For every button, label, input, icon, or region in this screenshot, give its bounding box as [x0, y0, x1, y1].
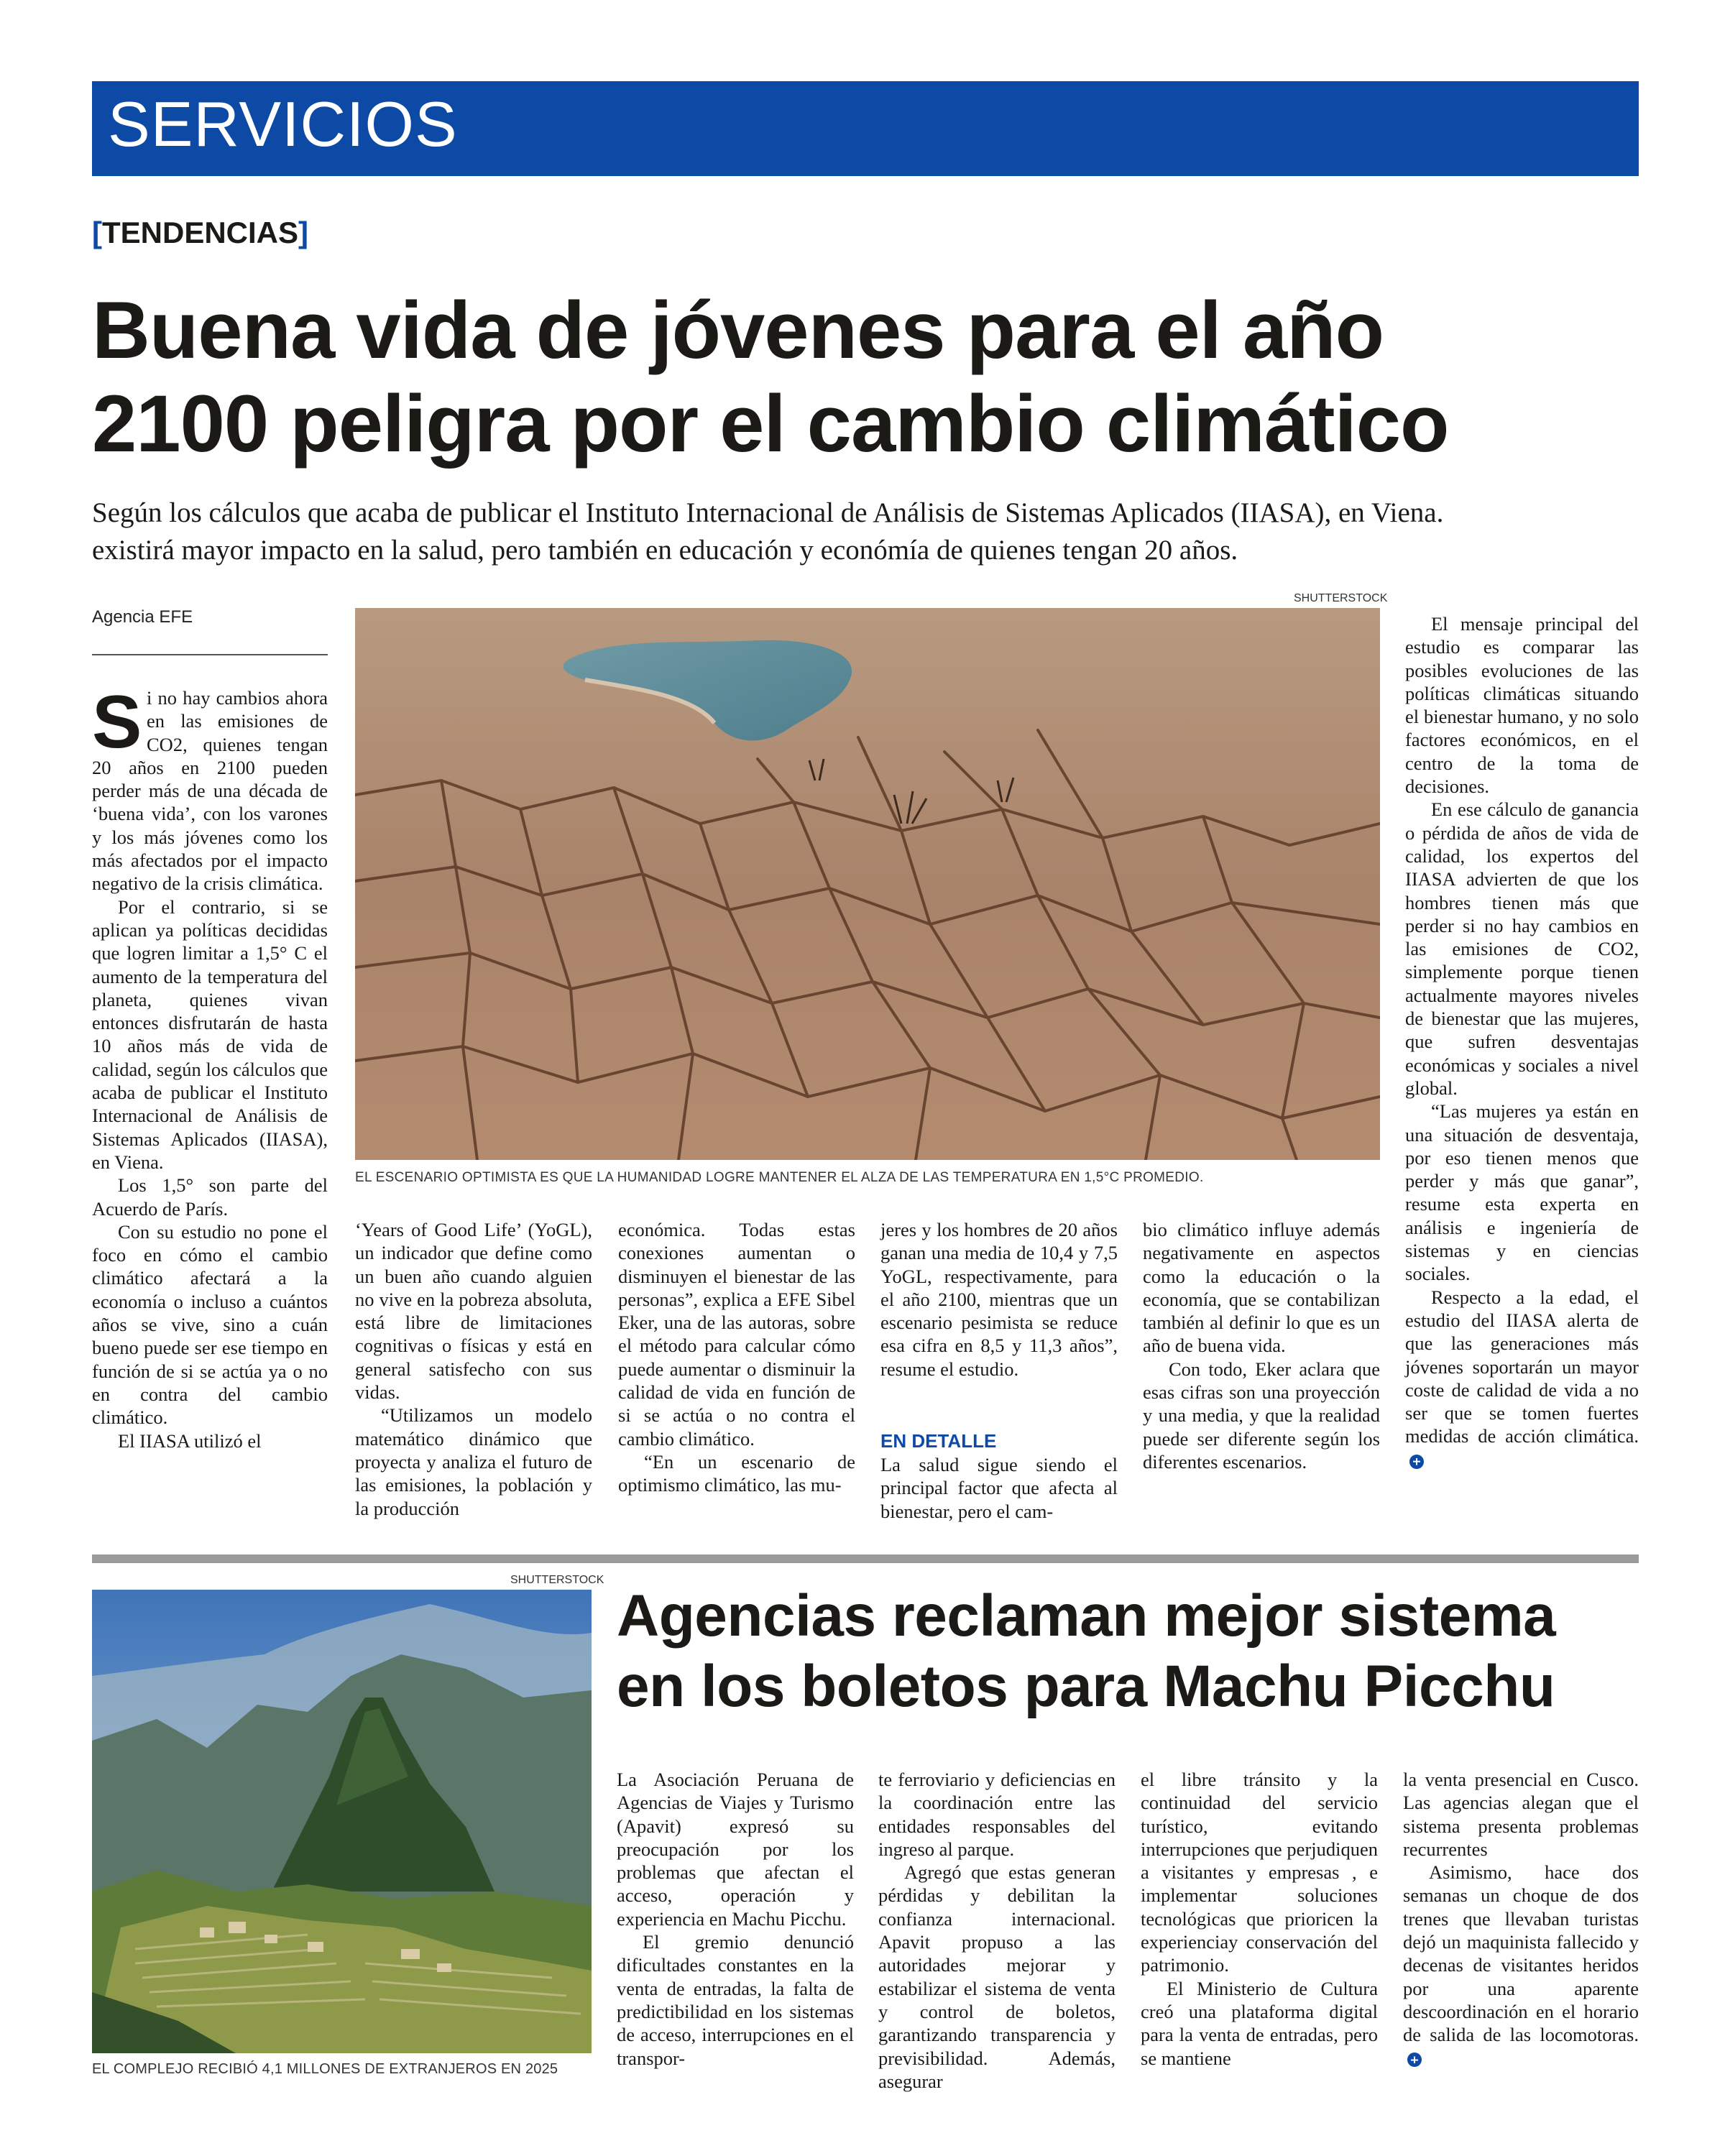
machu-picchu-illustration	[92, 1590, 592, 2053]
paragraph: “Las mujeres ya están en una situación de desventaja, por eso tienen menos que perder y más que ganar”, resume esta experta en análisis e ingeniería de sistemas y en ciencias sociales.	[1405, 1100, 1639, 1285]
paragraph-text: Asimismo, hace dos semanas un choque de dos trenes que llevaban turistas dejó un maquinista fallecido y decenas de visitantes heridos por una aparente descoordinación en el horario de salida de las locomotoras.	[1403, 1861, 1639, 2046]
machu-picchu-photo	[92, 1590, 592, 2053]
drought-photo	[355, 608, 1380, 1160]
paragraph: Los 1,5° son parte del Acuerdo de París.	[92, 1174, 328, 1220]
paragraph: El gremio denunció dificultades constantes en la venta de entradas, la falta de predictibilidad en los sistemas de acceso, interrupciones en el transpor-	[617, 1931, 854, 2069]
paragraph	[1403, 1861, 1639, 2070]
article2-headline-line1: Agencias reclaman mejor sistema	[617, 1583, 1556, 1649]
paragraph: El Ministerio de Cultura creó una plataforma digital para la venta de entradas, pero se mantiene	[1141, 1977, 1378, 2069]
article2-col3	[1141, 1768, 1378, 2070]
paragraph: El mensaje principal del estudio es comparar las posibles evoluciones de las políticas climáticas situando el bienestar humano, y no solo factores económicos, en el centro de la toma de decisiones.	[1405, 613, 1639, 798]
kicker-bracket-open: [	[92, 216, 102, 249]
article2-headline-line2: en los boletos para Machu Picchu	[617, 1654, 1555, 1719]
kicker-label: TENDENCIAS	[102, 216, 299, 249]
byline-rule	[92, 654, 328, 655]
paragraph: Con su estudio no pone el foco en cómo el cambio climático afectará a la economía o incluso a cuántos años se vive, sino a cuán bueno puede ser ese tiempo en función de si se actúa ya o no en contra del cambio climático.	[92, 1220, 328, 1429]
article1-lead-line1: Según los cálculos que acaba de publicar el Instituto Internacional de Análisis de Sistemas Aplicados (IIASA), en Viena.	[92, 497, 1444, 528]
paragraph: El IIASA utilizó el	[118, 1429, 262, 1452]
photo-caption: EL COMPLEJO RECIBIÓ 4,1 MILLONES DE EXTRANJEROS EN 2025	[92, 2061, 558, 2077]
paragraph: económica. Todas estas conexiones aumentan o disminuyen el bienestar de las personas”, explica a EFE Sibel Eker, una de las autoras, sobre el método para calcular cómo puede aumentar o disminuir la calidad de vida en función de si se actúa o no contra el cambio climático.	[618, 1219, 855, 1450]
paragraph: bio climático influye además negativamente en aspectos como la educación o la economía, que se contabilizan también al definir lo que es un año de buena vida.	[1143, 1219, 1380, 1357]
paragraph: el libre tránsito y la continuidad del servicio turístico, evitando interrupciones que perjudiquen a visitantes y empresas , e implementar soluciones tecnológicas que prioricen la experienciay conservación del patrimonio.	[1141, 1769, 1378, 1976]
kicker-bracket-close: ]	[298, 216, 309, 249]
article1-col6	[1405, 612, 1639, 1471]
section-title: SERVICIOS	[108, 88, 458, 160]
dropcap: S	[92, 681, 142, 764]
end-of-article-icon	[1407, 2053, 1422, 2067]
article1-col3	[618, 1218, 855, 1497]
article2-headline	[617, 1581, 1639, 1722]
paragraph: “Utilizamos un modelo matemático dinámico que proyecta y analiza el futuro de las emisiones, la población y la producción	[355, 1404, 592, 1519]
article1-col4	[880, 1218, 1118, 1381]
paragraph: En ese cálculo de ganancia o pérdida de años de vida de calidad, los expertos del IIASA advierten de que los hombres tienen más que perder si no hay cambios en las emisiones de CO2, simplemente porque tienen actualmente mayores niveles de bienestar que las mujeres, que sufren desventajas económicas y sociales a nivel global.	[1405, 798, 1639, 1099]
paragraph: La Asociación Peruana de Agencias de Viajes y Turismo (Apavit) expresó su preocupación por los problemas que afectan el acceso, operación y experiencia en Machu Picchu.	[617, 1769, 854, 1930]
byline: Agencia EFE	[92, 607, 193, 627]
article1-headline-line2: 2100 peligra por el cambio climático	[92, 379, 1449, 469]
article1-headline	[92, 284, 1639, 471]
article1-lead-line2: existirá mayor impacto en la salud, pero también en educación y económía de quienes tengan 20 años.	[92, 535, 1238, 566]
article2-col2	[878, 1768, 1116, 2093]
article1-headline-line1: Buena vida de jóvenes para el año	[92, 285, 1384, 375]
article1-lead	[92, 494, 1639, 569]
article2-col4	[1403, 1768, 1639, 2070]
paragraph: la venta presencial en Cusco. Las agencias alegan que el sistema presenta problemas recurrentes	[1403, 1769, 1639, 1860]
photo-caption: EL ESCENARIO OPTIMISTA ES QUE LA HUMANIDAD LOGRE MANTENER EL ALZA DE LAS TEMPERATURA EN 1,5°C PROMEDIO.	[355, 1170, 1204, 1185]
article1-col5	[1143, 1218, 1380, 1473]
photo-credit: SHUTTERSTOCK	[1294, 592, 1388, 604]
cracked-earth-illustration	[355, 608, 1380, 1160]
paragraph	[1405, 1286, 1639, 1471]
end-of-article-icon	[1409, 1455, 1424, 1469]
paragraph: ‘Years of Good Life’ (YoGL), un indicador que define como un buen año cuando alguien no vive en la pobreza absoluta, está libre de limitaciones cognitivas o físicas y está en general satisfecho con sus vidas.	[355, 1219, 592, 1404]
paragraph: La salud sigue siendo el principal factor que afecta al bienestar, pero el cam-	[880, 1454, 1118, 1522]
paragraph: Agregó que estas generan pérdidas y debilitan la confianza internacional. Apavit propuso a las autoridades mejorar y estabilizar el sistema de venta y control de boletos, garantizando transparencia y previsibilidad. Además, asegurar	[878, 1861, 1116, 2092]
paragraph: Por el contrario, si se aplican ya políticas decididas que logren limitar a 1,5° C el aumento de la temperatura del planeta, quienes vivan entonces disfrutarán de hasta 10 años más de vida de calidad, según los cálculos que acaba de publicar el Instituto Internacional de Análisis de Sistemas Aplicados (IIASA), en Viena.	[92, 895, 328, 1173]
detail-heading: EN DETALLE	[880, 1430, 997, 1452]
dropcap-spacer	[92, 681, 147, 764]
paragraph: jeres y los hombres de 20 años ganan una media de 10,4 y 7,5 YoGL, respectivamente, para el año 2100, mientras que un escenario pesimista se reduce esa cifra en 8,5 y 11,3 años”, resume el estudio.	[880, 1219, 1118, 1380]
article1-col1-wrap	[92, 681, 328, 1452]
paragraph-text: Respecto a la edad, el estudio del IIASA alerta de que las generaciones más jóvenes soportarán un mayor coste de calidad de vida a no ser que se tomen fuertes medidas de acción climática.	[1405, 1286, 1639, 1447]
paragraph: te ferroviario y deficiencias en la coordinación entre las entidades responsables del ingreso al parque.	[878, 1769, 1116, 1860]
paragraph: Con todo, Eker aclara que esas cifras son una proyección y una media, y que la realidad puede ser diferente según los diferentes escenarios.	[1143, 1358, 1380, 1473]
article1-col4-detail	[880, 1453, 1118, 1523]
paragraph: “En un escenario de optimismo climático, las mu-	[618, 1450, 855, 1496]
article2-col1	[617, 1768, 854, 2070]
kicker	[92, 216, 308, 250]
paragraph: i no hay cambios ahora en las emisiones de CO2, quienes tengan 20 años en 2100 pueden perder más de una década de ‘buena vida’, con los varones y los más jóvenes como los más afectados por el impacto negativo de la crisis climática.	[92, 687, 328, 895]
article1-col2	[355, 1218, 592, 1520]
section-divider	[92, 1554, 1639, 1563]
photo-credit: SHUTTERSTOCK	[510, 1574, 604, 1586]
